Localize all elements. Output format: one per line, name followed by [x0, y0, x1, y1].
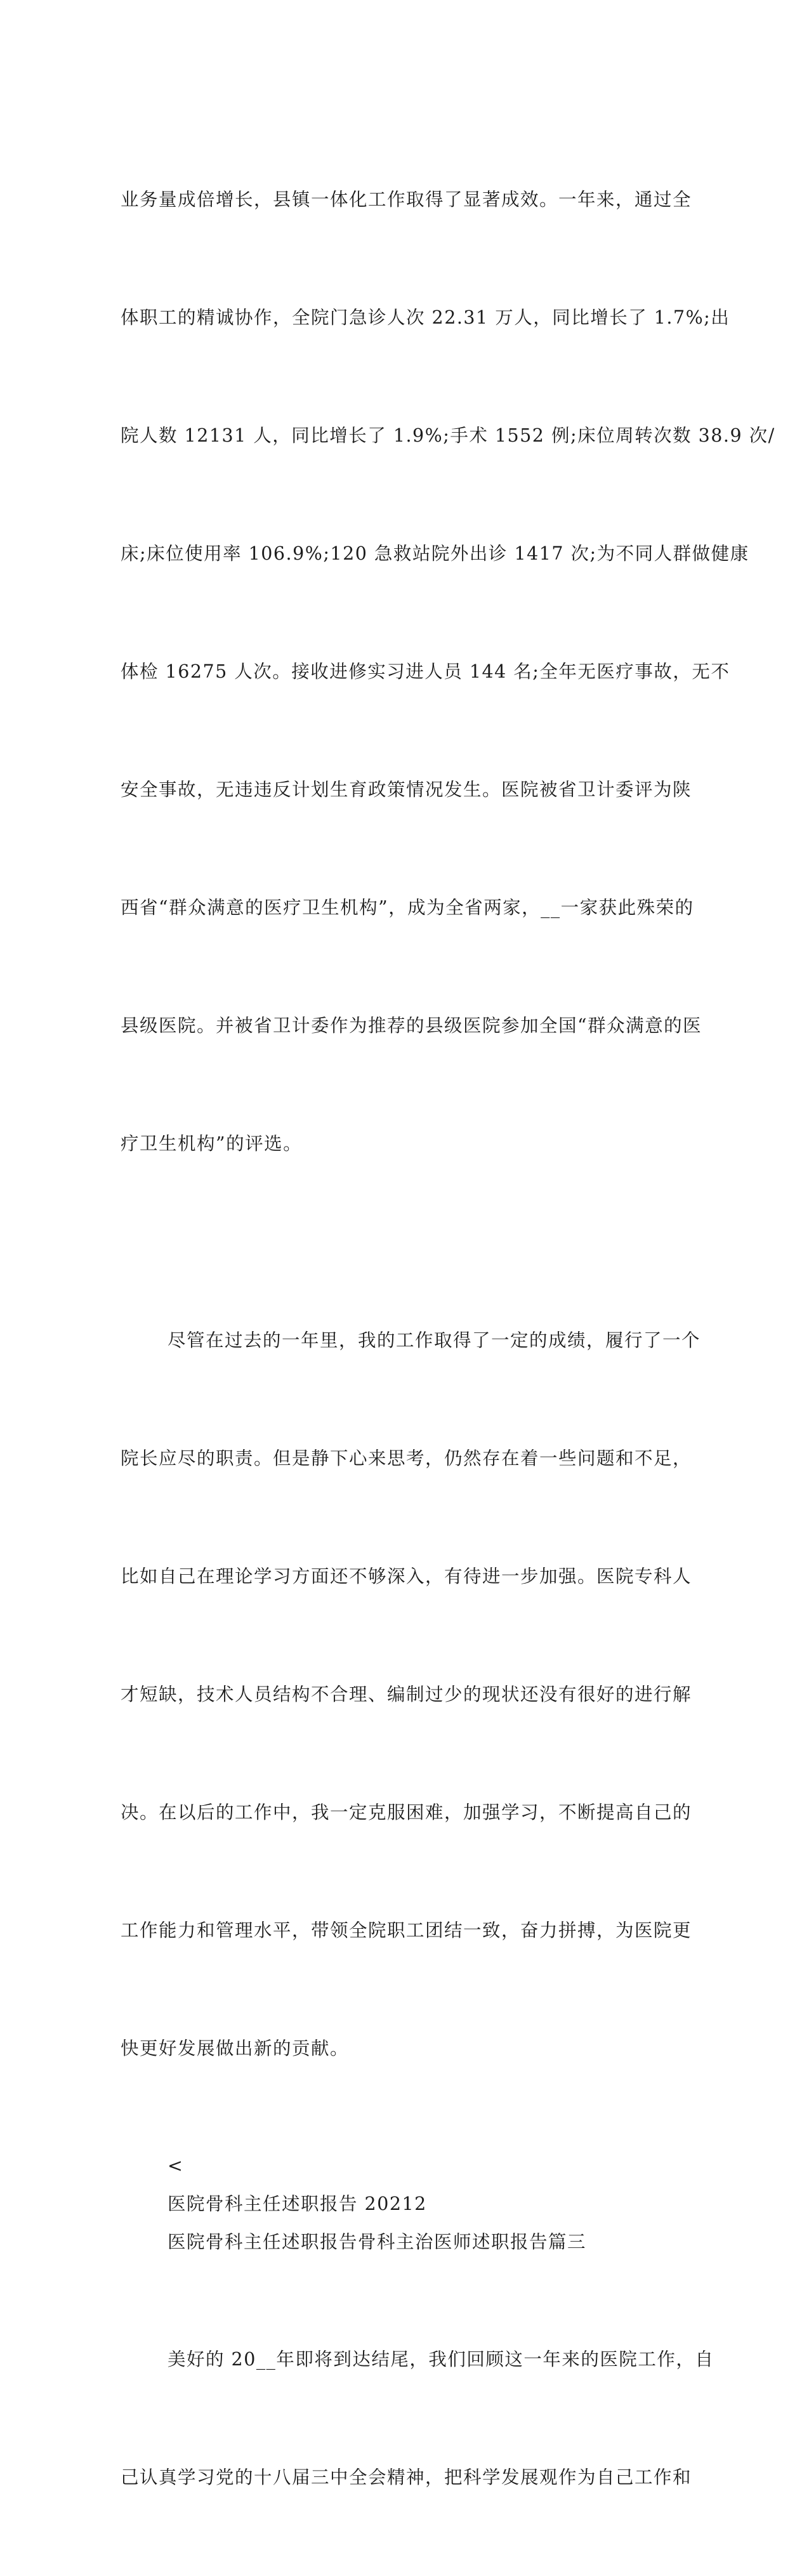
- text-line: 院人数 12131 人，同比增长了 1.9%;手术 1552 例;床位周转次数 38.9 次/: [121, 425, 775, 446]
- text-line: 西省“群众满意的医疗卫生机构”，成为全省两家，__一家获此殊荣的: [121, 897, 694, 918]
- document-body: [121, 102, 775, 2576]
- text-line: 疗卫生机构”的评选。: [121, 1133, 303, 1154]
- text-line: 县级医院。并被省卫计委作为推荐的县级医院参加全国“群众满意的医: [121, 1015, 702, 1036]
- paragraph-hospital-achievements: [121, 102, 775, 1242]
- text-line: 安全事故，无违违反计划生育政策情况发生。医院被省卫计委评为陕: [121, 779, 692, 800]
- text-line: 才短缺，技术人员结构不合理、编制过少的现状还没有很好的进行解: [121, 1684, 692, 1705]
- text-line: 尽管在过去的一年里，我的工作取得了一定的成绩，履行了一个: [168, 1330, 701, 1351]
- text-line: 体职工的精诚协作，全院门急诊人次 22.31 万人，同比增长了 1.7%;出: [121, 307, 730, 328]
- text-line: 美好的 20__年即将到达结尾，我们回顾这一年来的医院工作，自: [168, 2349, 714, 2370]
- paragraph-shortcomings: [121, 1242, 701, 2147]
- text-line: 工作能力和管理水平，带领全院职工团结一致，奋力拼搏，为医院更: [121, 1920, 692, 1941]
- text-line: 决。在以后的工作中，我一定克服困难，加强学习，不断提高自己的: [121, 1802, 692, 1823]
- section-heading-2: 医院骨科主任述职报告骨科主治医师述职报告篇三: [168, 2231, 587, 2252]
- text-line: 床;床位使用率 106.9%;120 急救站院外出诊 1417 次;为不同人群做健康: [121, 543, 749, 564]
- text-line: 比如自己在理论学习方面还不够深入，有待进一步加强。医院专科人: [121, 1566, 692, 1587]
- text-line: 己认真学习党的十八届三中全会精神，把科学发展观作为自己工作和: [121, 2467, 692, 2488]
- text-line: 业务量成倍增长，县镇一体化工作取得了显著成效。一年来，通过全: [121, 189, 692, 210]
- paragraph-year-review: [121, 2261, 714, 2576]
- text-line: 体检 16275 人次。接收进修实习进人员 144 名;全年无医疗事故，无不: [121, 661, 730, 682]
- separator-mark: <: [168, 2155, 184, 2176]
- text-line: 院长应尽的职责。但是静下心来思考，仍然存在着一些问题和不足，: [121, 1448, 692, 1469]
- section-heading-1: 医院骨科主任述职报告 20212: [168, 2193, 427, 2214]
- text-line: 快更好发展做出新的贡献。: [121, 2038, 350, 2059]
